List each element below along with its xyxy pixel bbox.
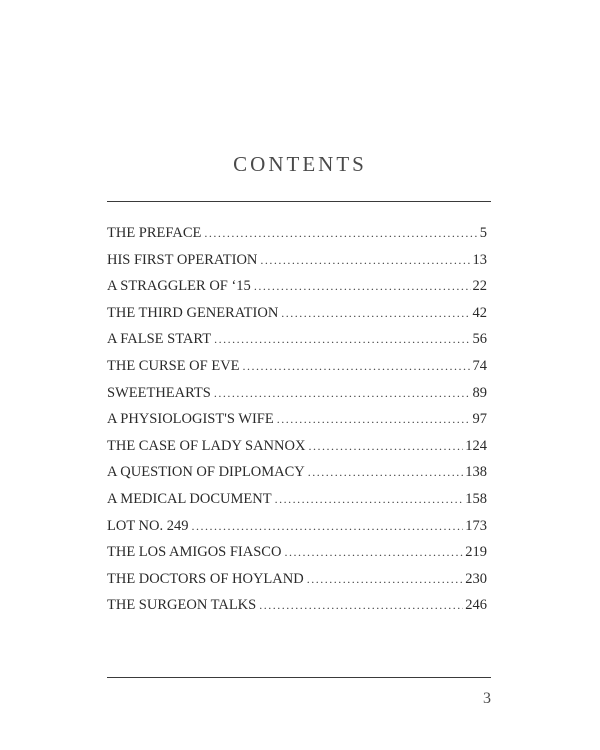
page-number: 3 <box>483 690 491 707</box>
toc-entry[interactable] <box>107 411 487 438</box>
toc-entry[interactable] <box>107 438 487 465</box>
dot-leader <box>192 519 464 534</box>
toc-entry-title: A QUESTION OF DIPLOMACY <box>107 464 305 481</box>
toc-entry-title: THE CASE OF LADY SANNOX <box>107 437 306 454</box>
toc-entry[interactable] <box>107 331 487 358</box>
toc-entry-title: LOT NO. 249 <box>107 517 189 534</box>
toc-entry[interactable] <box>107 571 487 598</box>
toc-entry[interactable] <box>107 464 487 491</box>
dot-leader <box>277 412 471 427</box>
dot-leader <box>281 306 470 321</box>
dot-leader <box>307 572 464 587</box>
toc-entry-title: A STRAGGLER OF ‘15 <box>107 278 251 295</box>
dot-leader <box>214 386 471 401</box>
dot-leader <box>284 545 463 560</box>
toc-entry[interactable] <box>107 305 487 332</box>
toc-entry-page: 22 <box>472 278 487 295</box>
toc-entry-title: SWEETHEARTS <box>107 384 211 401</box>
toc-entry-page: 89 <box>472 384 487 401</box>
toc-entry-title: THE LOS AMIGOS FIASCO <box>107 544 282 561</box>
toc-entry[interactable] <box>107 358 487 385</box>
dot-leader <box>243 359 471 374</box>
toc-entry-title: A FALSE START <box>107 331 212 348</box>
toc-entry-page: 138 <box>465 464 487 481</box>
toc-entry[interactable] <box>107 597 487 624</box>
toc-entry-page: 97 <box>472 411 487 428</box>
dot-leader <box>214 332 470 347</box>
toc-entry-page: 13 <box>472 251 487 268</box>
toc-entry-title: THE PREFACE <box>107 225 202 241</box>
toc-entry[interactable] <box>107 544 487 571</box>
toc-entry[interactable] <box>107 252 487 279</box>
toc-entry-title: THE DOCTORS OF HOYLAND <box>107 570 304 587</box>
toc-entry-page: 219 <box>465 544 487 561</box>
toc-entry-page: 173 <box>465 517 487 534</box>
dot-leader <box>259 598 463 613</box>
toc-entry[interactable] <box>107 385 487 412</box>
toc-entry[interactable] <box>107 225 487 252</box>
toc-entry-page: 124 <box>465 437 487 454</box>
toc-entry[interactable] <box>107 491 487 518</box>
toc-entry-page: 56 <box>472 331 487 348</box>
dot-leader <box>254 279 471 294</box>
toc-entry-title: THE SURGEON TALKS <box>107 597 257 614</box>
page-title: CONTENTS <box>233 152 367 176</box>
toc-entry-page: 158 <box>465 490 487 507</box>
toc-entry-title: HIS FIRST OPERATION <box>107 251 258 268</box>
toc-entry-title: THE THIRD GENERATION <box>107 304 279 321</box>
toc-entry[interactable] <box>107 518 487 545</box>
toc-entry-page: 5 <box>479 225 487 241</box>
dot-leader <box>260 253 470 268</box>
toc-entry-title: A MEDICAL DOCUMENT <box>107 490 272 507</box>
table-of-contents <box>107 225 487 624</box>
toc-entry-page: 42 <box>472 304 487 321</box>
dot-leader <box>275 492 464 507</box>
toc-entry-page: 246 <box>465 597 487 614</box>
toc-entry-title: A PHYSIOLOGIST'S WIFE <box>107 411 274 428</box>
dot-leader <box>308 465 463 480</box>
toc-entry[interactable] <box>107 278 487 305</box>
toc-entry-page: 230 <box>465 570 487 587</box>
toc-entry-title: THE CURSE OF EVE <box>107 357 240 374</box>
toc-entry-page: 74 <box>472 357 487 374</box>
top-divider <box>107 201 491 202</box>
dot-leader <box>308 439 463 454</box>
dot-leader <box>204 226 477 241</box>
bottom-divider <box>107 677 491 678</box>
